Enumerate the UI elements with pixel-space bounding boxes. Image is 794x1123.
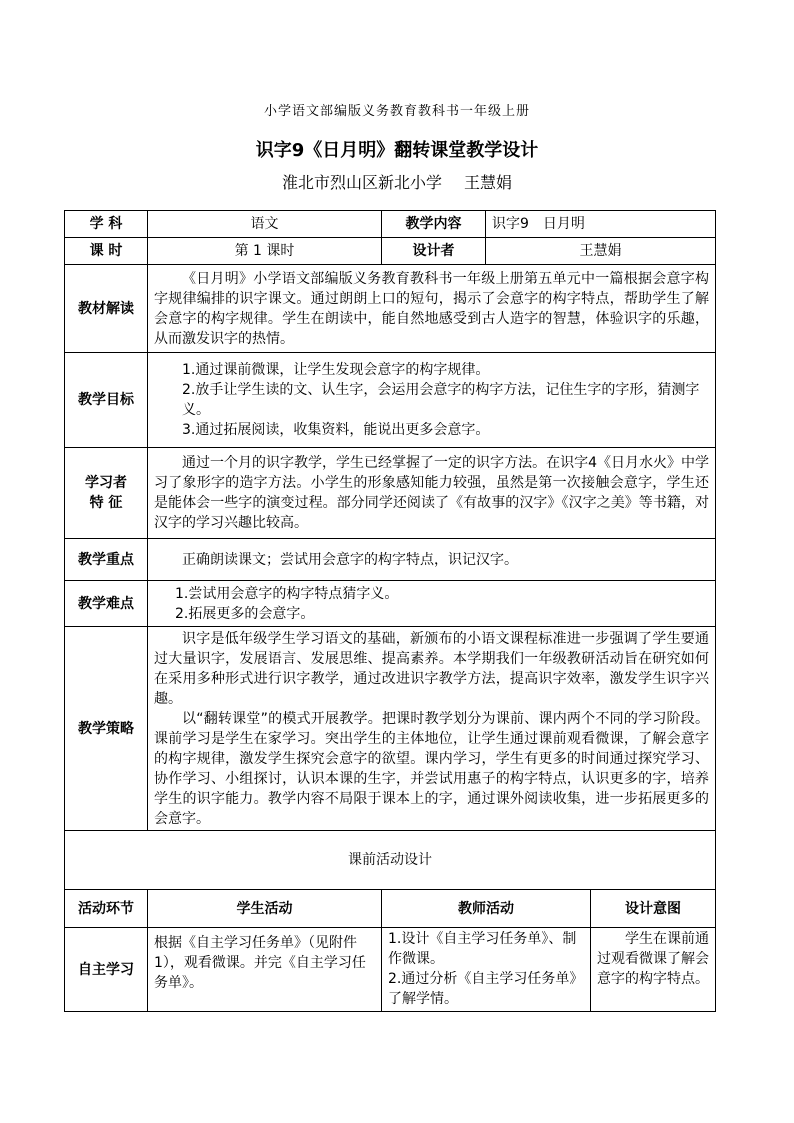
table-row xyxy=(65,831,716,890)
period-label: 课 时 xyxy=(65,238,148,265)
teacher-activity xyxy=(382,928,591,1012)
table-row xyxy=(65,890,716,928)
document-title: 识字9《日月明》翻转课堂教学设计 xyxy=(255,140,539,161)
column-header-teacher: 教师活动 xyxy=(382,890,591,928)
learners-cell xyxy=(148,448,716,539)
subject-value: 语文 xyxy=(148,211,382,238)
strategy-label: 教学策略 xyxy=(65,627,148,831)
difficulty-item: 1.尝试用会意字的构字特点猜字义。 xyxy=(175,585,399,602)
key-points-text: 正确朗读课文；尝试用会意字的构字特点，识记汉字。 xyxy=(182,551,518,568)
strategy-paragraph: 以“翻转课堂”的模式开展教学。把课时教学划分为课前、课内两个不同的学习阶段。课前学习是学生在家学习。突出学生的主体地位，让学生通过课前观看微课，了解会意字的构字规律，激发学生探究会意字的欲望。课内学习，学生有更多的时间通过探究学习、协作学习、小组探讨，认识本课的生字，并尝试用惠子的构字特点，认识更多的字，培养学生的识字能力。教学内容不局限于课本上的字，通过课外阅读收集，进一步拓展更多的会意字。 xyxy=(154,710,710,827)
material-label: 教材解读 xyxy=(65,265,148,353)
strategy-paragraph: 识字是低年级学生学习语文的基础，新颁布的小语文课程标准进一步强调了学生要通过大量识字，发展语言、发展思维、提高素养。本学期我们一年级教研活动旨在研究如何在采用多种形式进行识字教学，通过改进识字教学方法，提高识字效率，激发学生识字兴趣。 xyxy=(154,630,710,707)
goal-item: 1.通过课前微课，让学生发现会意字的构字规律。 xyxy=(182,362,490,378)
column-header-stage: 活动环节 xyxy=(65,890,148,928)
table-row xyxy=(65,265,716,353)
table-row xyxy=(65,448,716,539)
difficulties-cell xyxy=(148,581,716,627)
column-header-student: 学生活动 xyxy=(148,890,382,928)
content-value: 识字9 日月明 xyxy=(486,211,716,238)
design-intent-text: 学生在课前通过观看微课了解会意字的构字特点。 xyxy=(597,931,710,987)
activity-stage: 自主学习 xyxy=(65,928,148,1012)
key-points-cell xyxy=(148,539,716,581)
teacher-activity-item: 2.通过分析《自主学习任务单》了解学情。 xyxy=(388,971,584,1007)
material-cell xyxy=(148,265,716,353)
school-name: 淮北市烈山区新北小学 xyxy=(281,173,442,192)
table-row xyxy=(65,627,716,831)
difficulties-label: 教学难点 xyxy=(65,581,148,627)
author-line xyxy=(0,170,794,193)
table-row xyxy=(65,928,716,1012)
author-name: 王慧娟 xyxy=(464,173,513,192)
goals-label: 教学目标 xyxy=(65,353,148,448)
goal-item: 2.放手让学生读的文、认生字，会运用会意字的构字方法，记住生字的字形，猜测字义。 xyxy=(182,382,700,418)
learners-label-line2: 特 征 xyxy=(89,495,123,511)
table-row xyxy=(65,353,716,448)
column-header-intent: 设计意图 xyxy=(591,890,716,928)
learners-label xyxy=(65,448,148,539)
content-label: 教学内容 xyxy=(382,211,486,238)
difficulty-item: 2.拓展更多的会意字。 xyxy=(175,605,315,622)
goal-item: 3.通过拓展阅读，收集资料，能说出更多会意字。 xyxy=(182,422,490,438)
designer-value: 王慧娟 xyxy=(486,238,716,265)
table-row xyxy=(65,539,716,581)
learners-label-line1: 学习者 xyxy=(85,475,127,491)
student-activity xyxy=(148,928,382,1012)
subject-label: 学 科 xyxy=(65,211,148,238)
table-row xyxy=(65,211,716,238)
designer-label: 设计者 xyxy=(382,238,486,265)
period-value: 第 1 课时 xyxy=(148,238,382,265)
goals-cell xyxy=(148,353,716,448)
material-text: 《日月明》小学语文部编版义务教育教科书一年级上册第五单元中一篇根据会意字构字规律编排的识字课文。通过朗朗上口的短句，揭示了会意字的构字特点，帮助学生了解会意字的构字规律。学生在朗读中，能自然地感受到古人造字的智慧，体验识字的乐趣，从而激发识字的热情。 xyxy=(154,270,710,347)
strategy-cell xyxy=(148,627,716,831)
lesson-plan-table xyxy=(64,210,716,1012)
design-intent xyxy=(591,928,716,1012)
table-row xyxy=(65,238,716,265)
table-row xyxy=(65,581,716,627)
document-subtitle: 小学语文部编版义务教育教科书一年级上册 xyxy=(263,104,530,119)
learners-text: 通过一个月的识字教学，学生已经掌握了一定的识字方法。在识字4《日月水火》中学习了象形字的造字方法。小学生的形象感知能力较强，虽然是第一次接触会意字，学生还是能体会一些字的演变过程。部分同学还阅读了《有故事的汉字》《汉字之美》等书籍，对汉字的学习兴趣比较高。 xyxy=(154,455,710,531)
student-activity-text: 根据《自主学习任务单》（见附件1），观看微课。并完《自主学习任务单》。 xyxy=(154,935,366,991)
key-points-label: 教学重点 xyxy=(65,539,148,581)
teacher-activity-item: 1.设计《自主学习任务单》、制作微课。 xyxy=(388,931,577,967)
pre-class-title: 课前活动设计 xyxy=(65,831,716,890)
